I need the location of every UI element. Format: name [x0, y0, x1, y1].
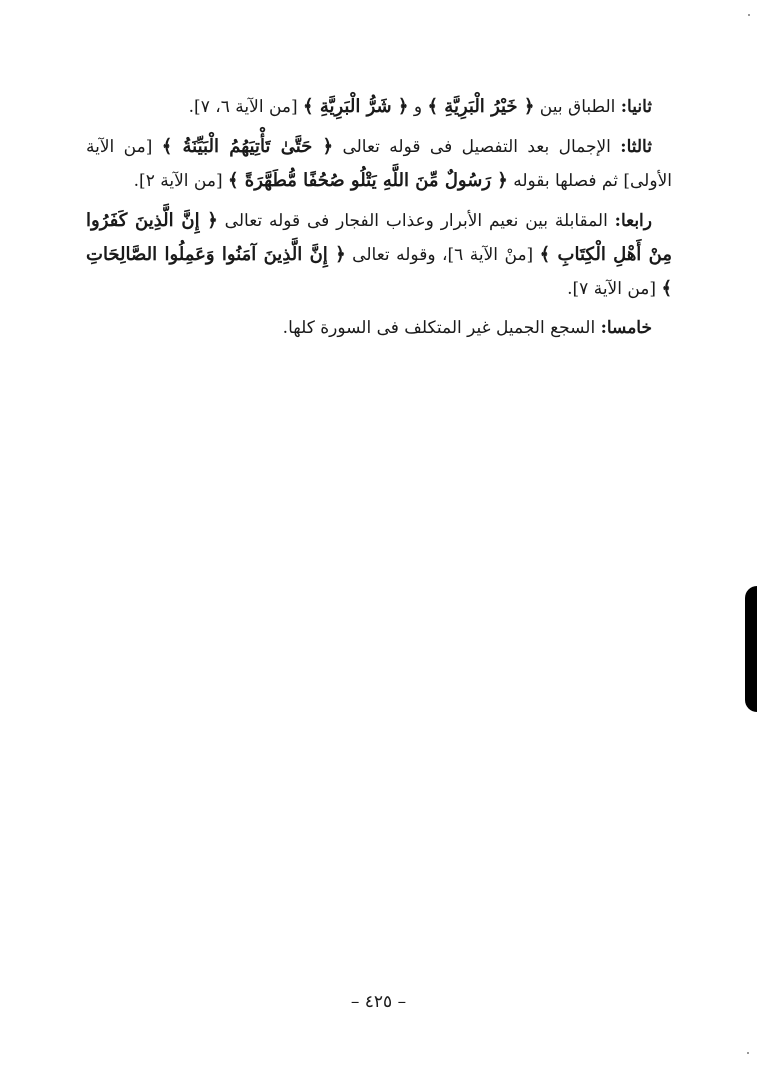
paragraph-second — [86, 90, 672, 124]
quran-verse: ﴿ حَتَّىٰ تَأْتِيَهُمُ الْبَيِّنَةُ ﴾ — [161, 136, 334, 157]
paragraph-third — [86, 130, 672, 198]
verse-reference: [من الآية ٦، ٧]. — [188, 97, 304, 117]
quran-verse: ﴿ إِنَّ الَّذِينَ آمَنُوا وَعَمِلُوا الصَّالِحَاتِ ﴾ — [86, 244, 672, 299]
paragraph-fifth — [86, 312, 672, 345]
scan-edge-mark — [745, 586, 757, 712]
quran-verse: ﴿ شَرُّ الْبَرِيَّةِ ﴾ — [303, 96, 409, 117]
text-span: و — [408, 97, 428, 117]
text-span: [من الآية الأولى] ثم فصلها بقوله — [86, 137, 672, 191]
verse-reference: [من الآية ٧]. — [567, 279, 662, 299]
text-span: [منْ الآية ٦]، وقوله تعالى — [345, 245, 540, 265]
body-text — [86, 90, 672, 351]
text-span: المقابلة بين نعيم الأبرار وعذاب الفجار فى قوله تعالى — [217, 211, 615, 231]
paragraph-lead: ثانيا: — [620, 97, 652, 117]
scan-speck — [747, 1052, 749, 1054]
quran-verse: ﴿ رَسُولٌ مِّنَ اللَّهِ يَتْلُو صُحُفًا مُّطَهَّرَةً ﴾ — [227, 170, 508, 191]
paragraph-fourth — [86, 204, 672, 306]
text-span: الطباق بين — [534, 97, 621, 117]
paragraph-lead: ثالثا: — [620, 137, 652, 157]
text-span: الإجمال بعد التفصيل فى قوله تعالى — [333, 137, 621, 157]
quran-verse: ﴿ إِنَّ الَّذِينَ كَفَرُوا مِنْ أَهْلِ الْكِتَابِ ﴾ — [86, 210, 672, 265]
quran-verse: ﴿ خَيْرُ الْبَرِيَّةِ ﴾ — [427, 96, 535, 117]
paragraph-lead: خامسا: — [600, 318, 652, 338]
paragraph-lead: رابعا: — [614, 211, 652, 231]
text-span: السجع الجميل غير المتكلف فى السورة كلها. — [282, 318, 601, 338]
page-number: – ٤٢٥ – — [350, 992, 407, 1012]
verse-reference: [من الآية ٢]. — [133, 171, 228, 191]
scan-speck — [748, 14, 750, 16]
